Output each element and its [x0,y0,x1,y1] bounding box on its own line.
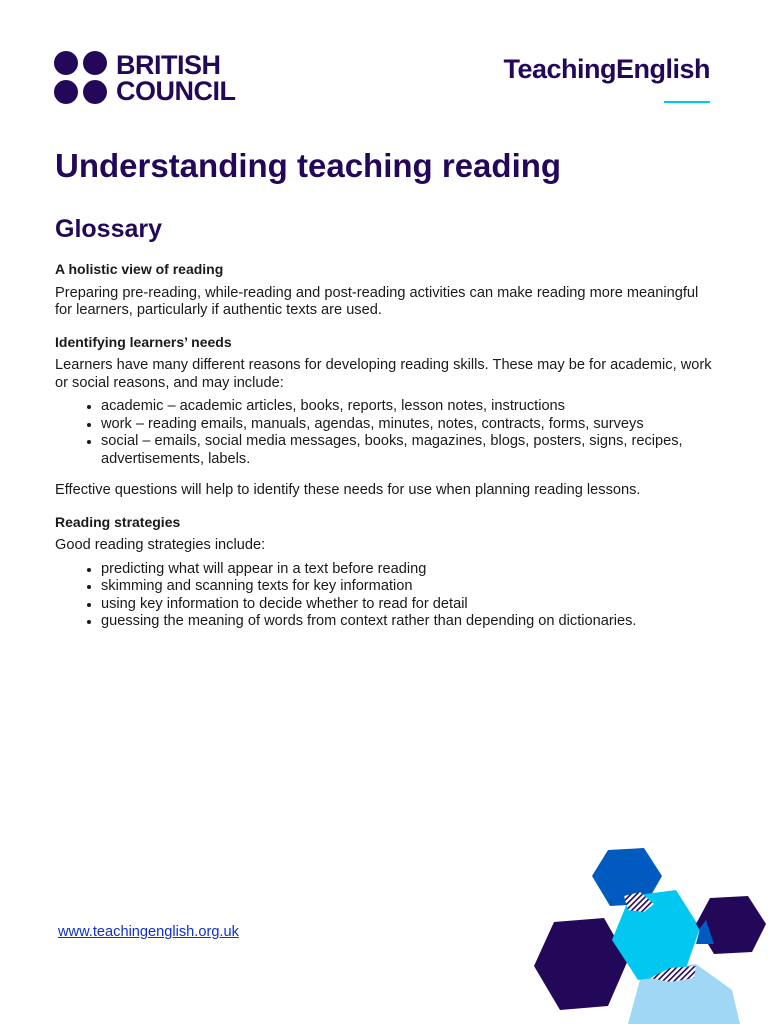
list-item: • academic – academic articles, books, reports, lesson notes, instructions [101,398,715,416]
section-heading-holistic: A holistic view of reading [55,261,224,277]
section-para-needs: Learners have many different reasons for developing reading skills. These may be for academic, work or social reasons, and may include: [55,357,712,391]
section-para-holistic: Preparing pre-reading, while-reading and post-reading activities can make reading more meaningful for learners, particularly if authentic texts are used. [55,284,699,318]
logo-text [116,49,236,106]
teachingenglish-brand: TeachingEnglish [503,54,710,84]
british-council-logo [54,51,236,104]
logo-line1: BRITISH [116,49,221,80]
page-subtitle: Glossary [55,215,163,243]
logo-dots [54,51,107,104]
hexagon-navy-large [534,918,628,1010]
list-item: • social – emails, social media messages, books, magazines, blogs, posters, signs, recipes, advertisements, labels. [101,433,715,468]
list-item: • using key information to decide whether to read for detail [101,596,715,614]
logo-line2: COUNCIL [116,75,236,106]
page-title: Understanding teaching reading [55,147,562,184]
needs-list [55,398,715,468]
section-heading-needs: Identifying learners’ needs [55,333,232,350]
list-item: • work – reading emails, manuals, agendas, minutes, notes, contracts, forms, surveys [101,416,715,434]
section-closing-needs: Effective questions will help to identify these needs for use when planning reading lessons. [55,482,641,498]
list-item: • guessing the meaning of words from context rather than depending on dictionaries. [101,613,715,631]
document-body [55,261,715,645]
brand-underline [664,101,710,103]
list-item: • skimming and scanning texts for key information [101,578,715,596]
hexagon-decoration [520,840,768,1024]
section-heading-strategies: Reading strategies [55,513,181,530]
section-para-strategies: Good reading strategies include: [55,537,266,553]
strategies-list [55,561,715,631]
footer-website-link[interactable]: www.teachingenglish.org.uk [58,924,239,940]
list-item: • predicting what will appear in a text before reading [101,561,715,579]
